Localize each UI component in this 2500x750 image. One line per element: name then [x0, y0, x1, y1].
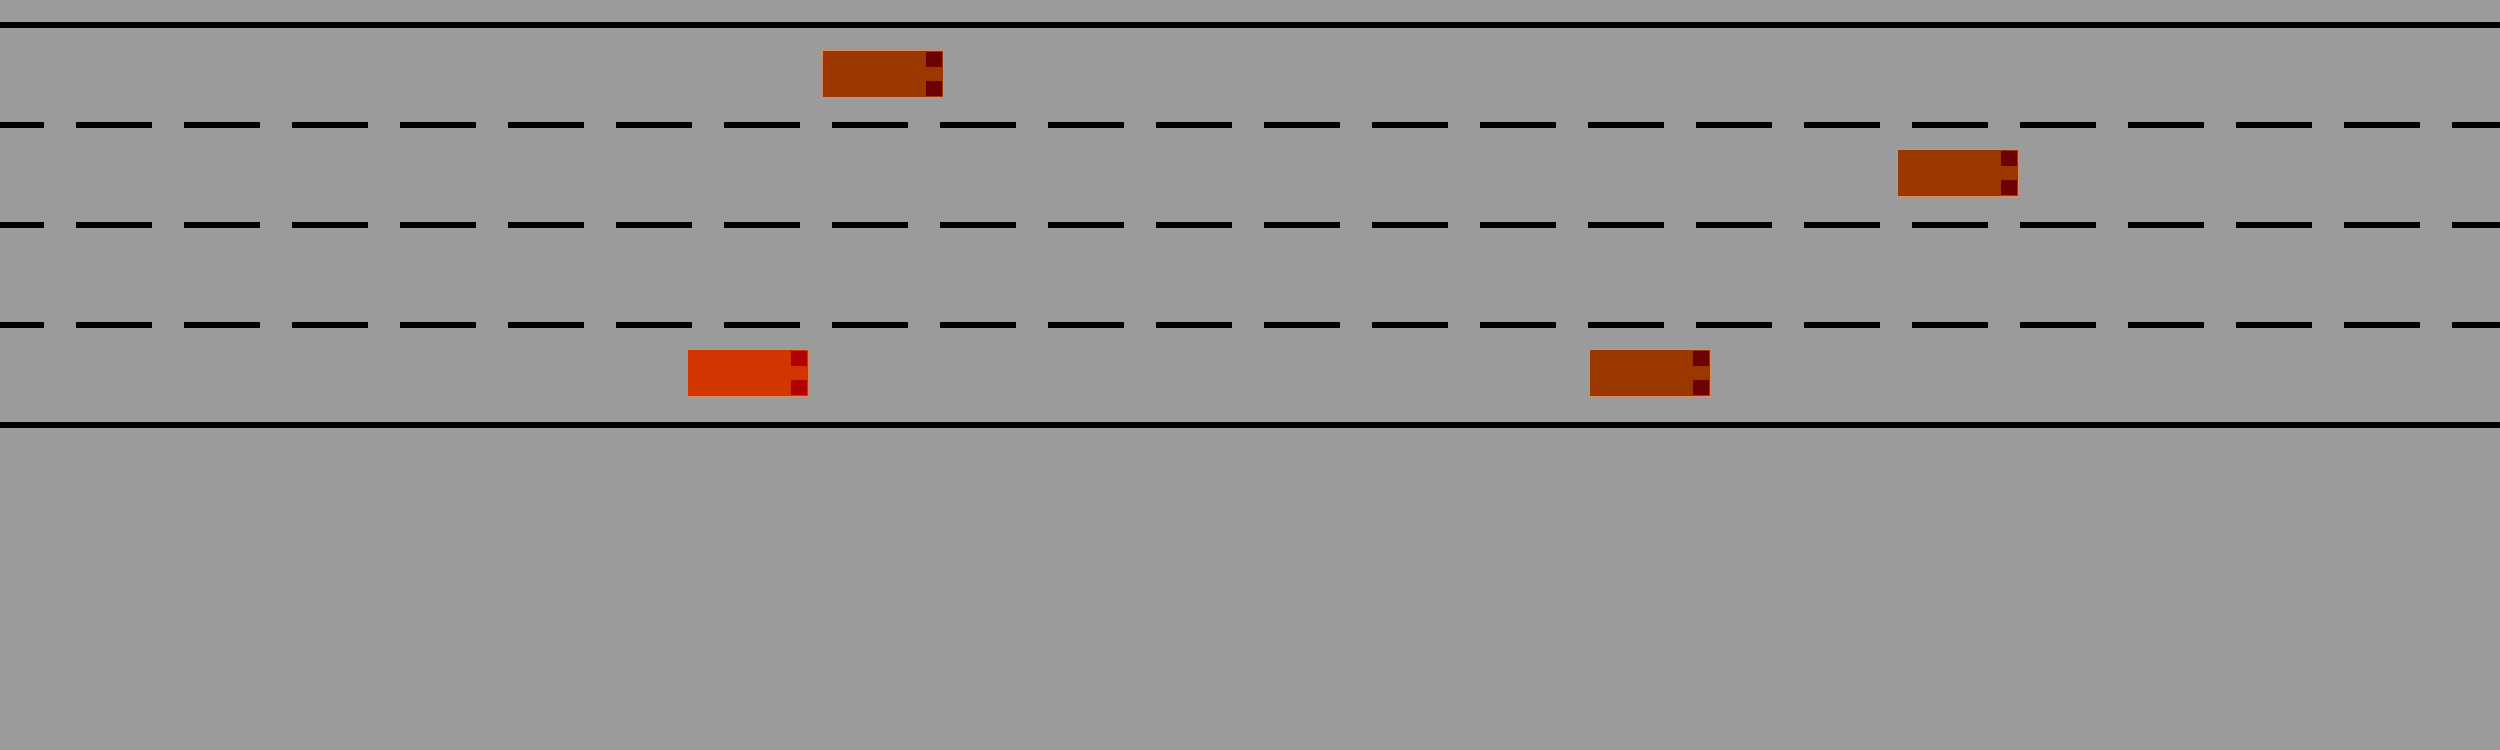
traffic-car — [1897, 149, 2019, 197]
road-bottom-edge — [0, 422, 2500, 428]
traffic-car — [822, 50, 944, 98]
car-tail-light — [1693, 351, 1709, 366]
lane-divider-1 — [0, 122, 2500, 128]
lane-divider-3 — [0, 322, 2500, 328]
traffic-car — [1589, 349, 1711, 397]
ego-car — [687, 349, 809, 397]
car-tail-light — [2001, 151, 2017, 166]
car-tail-light — [1693, 380, 1709, 395]
road-top-edge — [0, 22, 2500, 28]
car-tail-light — [791, 351, 807, 366]
lane-divider-2 — [0, 222, 2500, 228]
car-tail-light — [791, 380, 807, 395]
car-tail-light — [926, 52, 942, 67]
car-tail-light — [926, 81, 942, 96]
car-tail-light — [2001, 180, 2017, 195]
